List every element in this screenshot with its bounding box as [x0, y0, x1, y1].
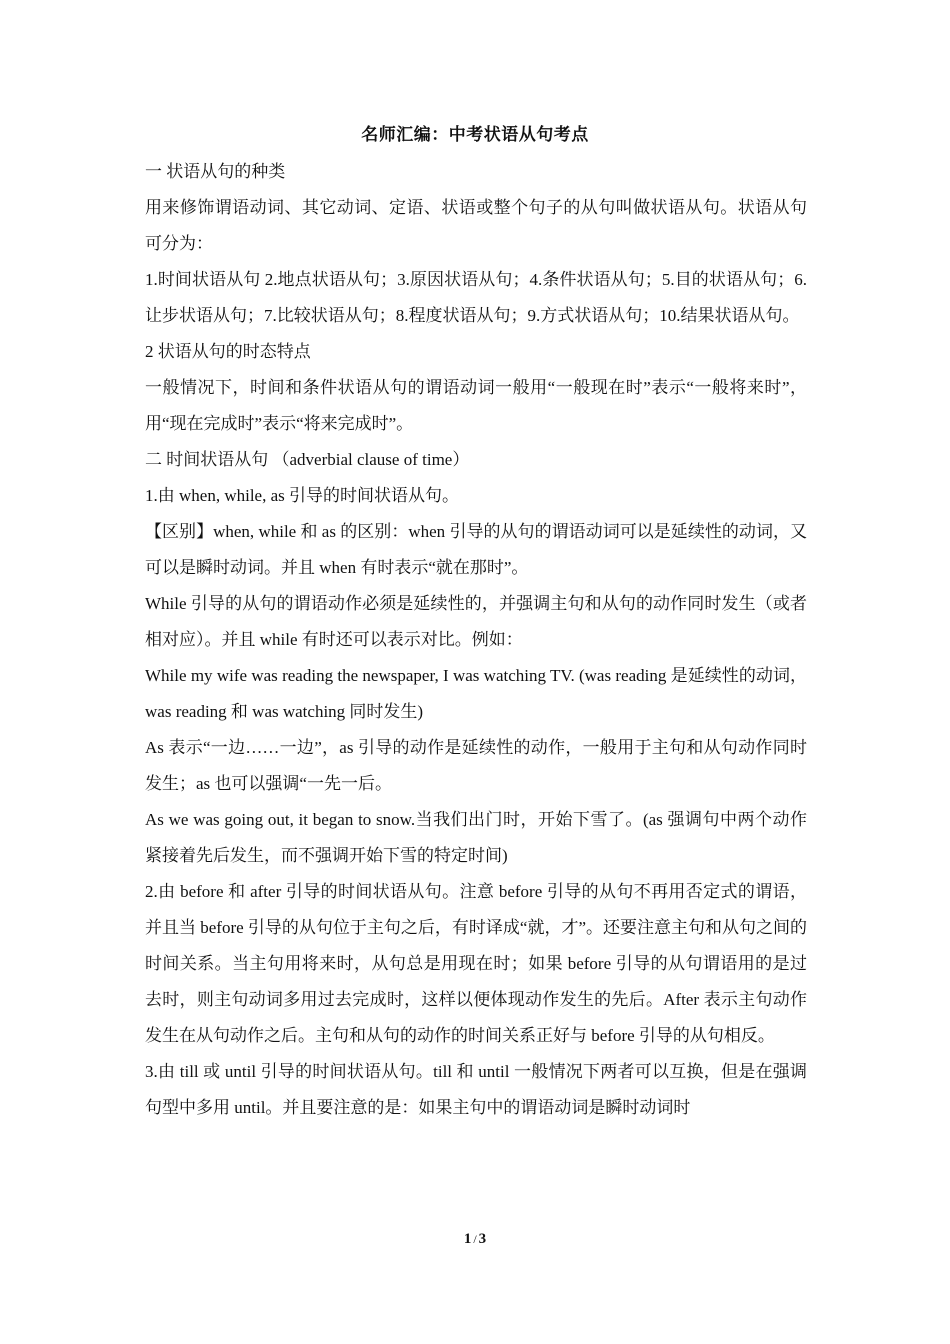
current-page-number: 1: [463, 1231, 472, 1247]
paragraph-difference: 【区别】when, while 和 as 的区别：when 引导的从句的谓语动词可以是延续性的动词，又可以是瞬时动词。并且 when 有时表示“就在那时”。: [145, 522, 807, 577]
paragraph-clause-list: 1.时间状语从句 2.地点状语从句；3.原因状语从句；4.条件状语从句；5.目的状语从句；6.让步状语从句；7.比较状语从句；8.程度状语从句；9.方式状语从句；10.结果状语从句。: [145, 270, 807, 325]
paragraph-tense-rule: 一般情况下，时间和条件状语从句的谓语动词一般用“一般现在时”表示“一般将来时”，用“现在完成时”表示“将来完成时”。: [145, 378, 807, 433]
paragraph-while-usage: While 引导的从句的谓语动作必须是延续性的，并强调主句和从句的动作同时发生（或者相对应）。并且 while 有时还可以表示对比。例如：: [145, 594, 807, 649]
paragraph-definition: 用来修饰谓语动词、其它动词、定语、状语或整个句子的从句叫做状语从句。状语从句可分为：: [145, 198, 807, 253]
paragraph-when-while-as: 1.由 when, while, as 引导的时间状语从句。: [145, 486, 460, 505]
total-pages-number: 3: [478, 1231, 487, 1247]
document-body: [145, 154, 807, 1126]
paragraph-as-usage: As 表示“一边……一边”，as 引导的动作是延续性的动作，一般用于主句和从句动作同时发生；as 也可以强调“一先一后。: [145, 738, 807, 793]
document-title: 名师汇编：中考状语从句考点: [361, 125, 589, 144]
page-separator: /: [473, 1232, 477, 1246]
section-heading-tense: 2 状语从句的时态特点: [145, 342, 311, 361]
section-heading-types: 一 状语从句的种类: [145, 162, 286, 181]
paragraph-till-until: 3.由 till 或 until 引导的时间状语从句。till 和 until 一般情况下两者可以互换，但是在强调句型中多用 until。并且要注意的是：如果主句中的谓语动词是瞬时动词时: [145, 1062, 807, 1117]
paragraph-as-example: As we was going out, it began to snow.当我们出门时，开始下雪了。(as 强调句中两个动作紧接着先后发生，而不强调开始下雪的特定时间): [145, 810, 807, 865]
paragraph-while-example: While my wife was reading the newspaper, I was watching TV. (was reading 是延续性的动词，was reading 和 was watching 同时发生): [145, 666, 807, 721]
section-heading-time-clause: 二 时间状语从句 （adverbial clause of time）: [145, 450, 470, 469]
paragraph-before-after: 2.由 before 和 after 引导的时间状语从句。注意 before 引导的从句不再用否定式的谓语，并且当 before 引导的从句位于主句之后，有时译成“就，才”。还要注意主句和从句之间的时间关系。当主句用将来时，从句总是用现在时；如果 before 引导的从句谓语用的是过去时，则主句动词多用过去完成时，这样以便体现动作发生的先后。After 表示主句动作发生在从句动作之后。主句和从句的动作的时间关系正好与 before 引导的从句相反。: [145, 882, 808, 1045]
page-number: [0, 1228, 950, 1250]
